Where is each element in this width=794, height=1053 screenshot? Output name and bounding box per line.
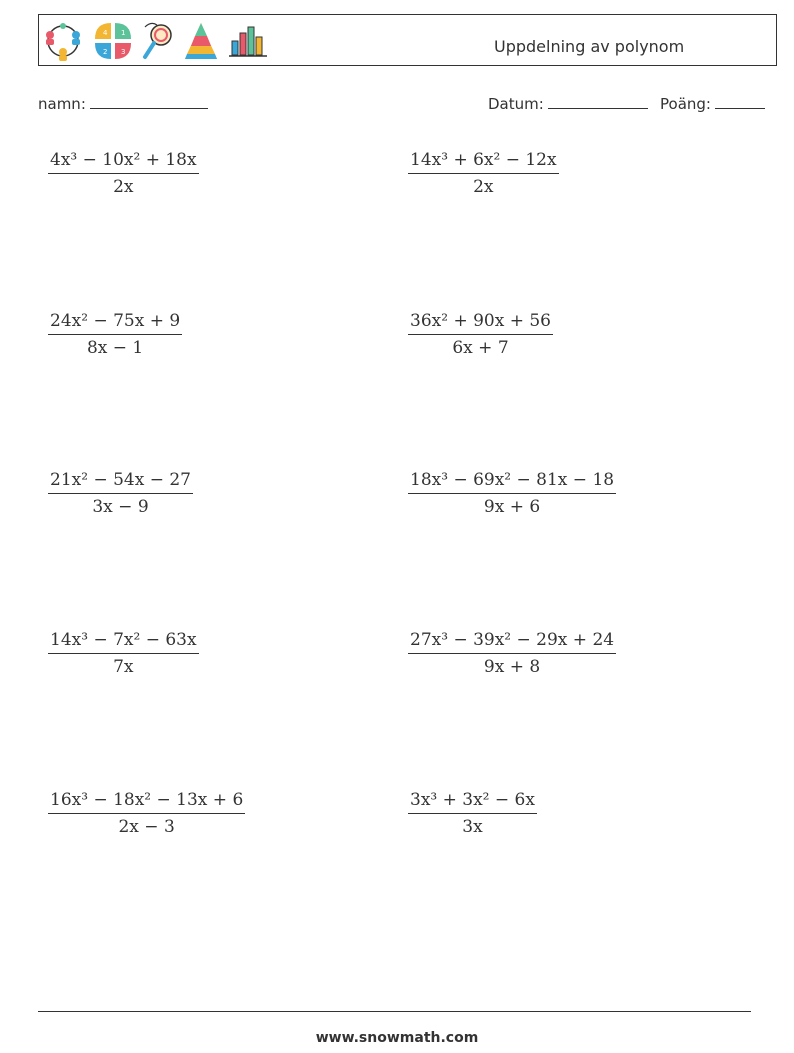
problem-10 [408,790,537,837]
fraction [408,311,553,358]
denominator: 3x [462,817,483,837]
score-field[interactable] [660,94,765,113]
problem-7 [48,630,199,677]
fraction [48,470,193,517]
fraction [408,630,616,677]
numerator: 14x³ + 6x² − 12x [408,150,559,174]
logo-strip [41,18,269,64]
worksheet-header [38,14,777,66]
problem-5 [48,470,193,517]
magnifier-icon [141,19,175,63]
denominator: 3x − 9 [92,497,149,517]
problem-6 [408,470,616,517]
denominator: 9x + 6 [483,497,541,517]
footer-divider [38,1011,751,1012]
svg-text:2: 2 [103,48,108,56]
denominator: 2x [473,177,494,197]
problem-3 [48,311,182,358]
problem-2 [408,150,559,197]
numerator: 21x² − 54x − 27 [48,470,193,494]
date-field[interactable] [488,94,648,113]
problem-4 [408,311,553,358]
bar-chart-icon [227,19,269,63]
numerator: 18x³ − 69x² − 81x − 18 [408,470,616,494]
numbered-petals-icon [91,19,135,63]
fraction [408,790,537,837]
fraction [48,790,245,837]
footer-website[interactable]: www.snowmath.com [315,1030,479,1046]
fraction [408,470,616,517]
denominator: 2x [113,177,134,197]
numerator: 14x³ − 7x² − 63x [48,630,199,654]
name-label: namn: [38,95,86,113]
people-cycle-icon [41,19,85,63]
worksheet-title: Uppdelning av polynom [494,37,685,56]
numerator: 24x² − 75x + 9 [48,311,182,335]
name-blank[interactable] [90,94,208,109]
numerator: 4x³ − 10x² + 18x [48,150,199,174]
fraction [408,150,559,197]
numerator: 3x³ + 3x² − 6x [408,790,537,814]
denominator: 9x + 8 [483,657,541,677]
denominator: 8x − 1 [86,338,144,358]
date-blank[interactable] [548,94,648,109]
numerator: 36x² + 90x + 56 [408,311,553,335]
score-blank[interactable] [715,94,765,109]
svg-text:1: 1 [121,29,126,37]
name-field[interactable] [38,94,208,113]
numerator: 27x³ − 39x² − 29x + 24 [408,630,616,654]
denominator: 7x [113,657,134,677]
denominator: 6x + 7 [452,338,509,358]
fraction [48,630,199,677]
pyramid-icon [181,19,221,63]
problem-1 [48,150,199,197]
svg-text:4: 4 [103,29,108,37]
fraction [48,311,182,358]
numerator: 16x³ − 18x² − 13x + 6 [48,790,245,814]
denominator: 2x − 3 [118,817,175,837]
score-label: Poäng: [660,95,711,113]
svg-text:3: 3 [121,48,126,56]
problem-8 [408,630,616,677]
fraction [48,150,199,197]
problem-9 [48,790,245,837]
date-label: Datum: [488,95,544,113]
